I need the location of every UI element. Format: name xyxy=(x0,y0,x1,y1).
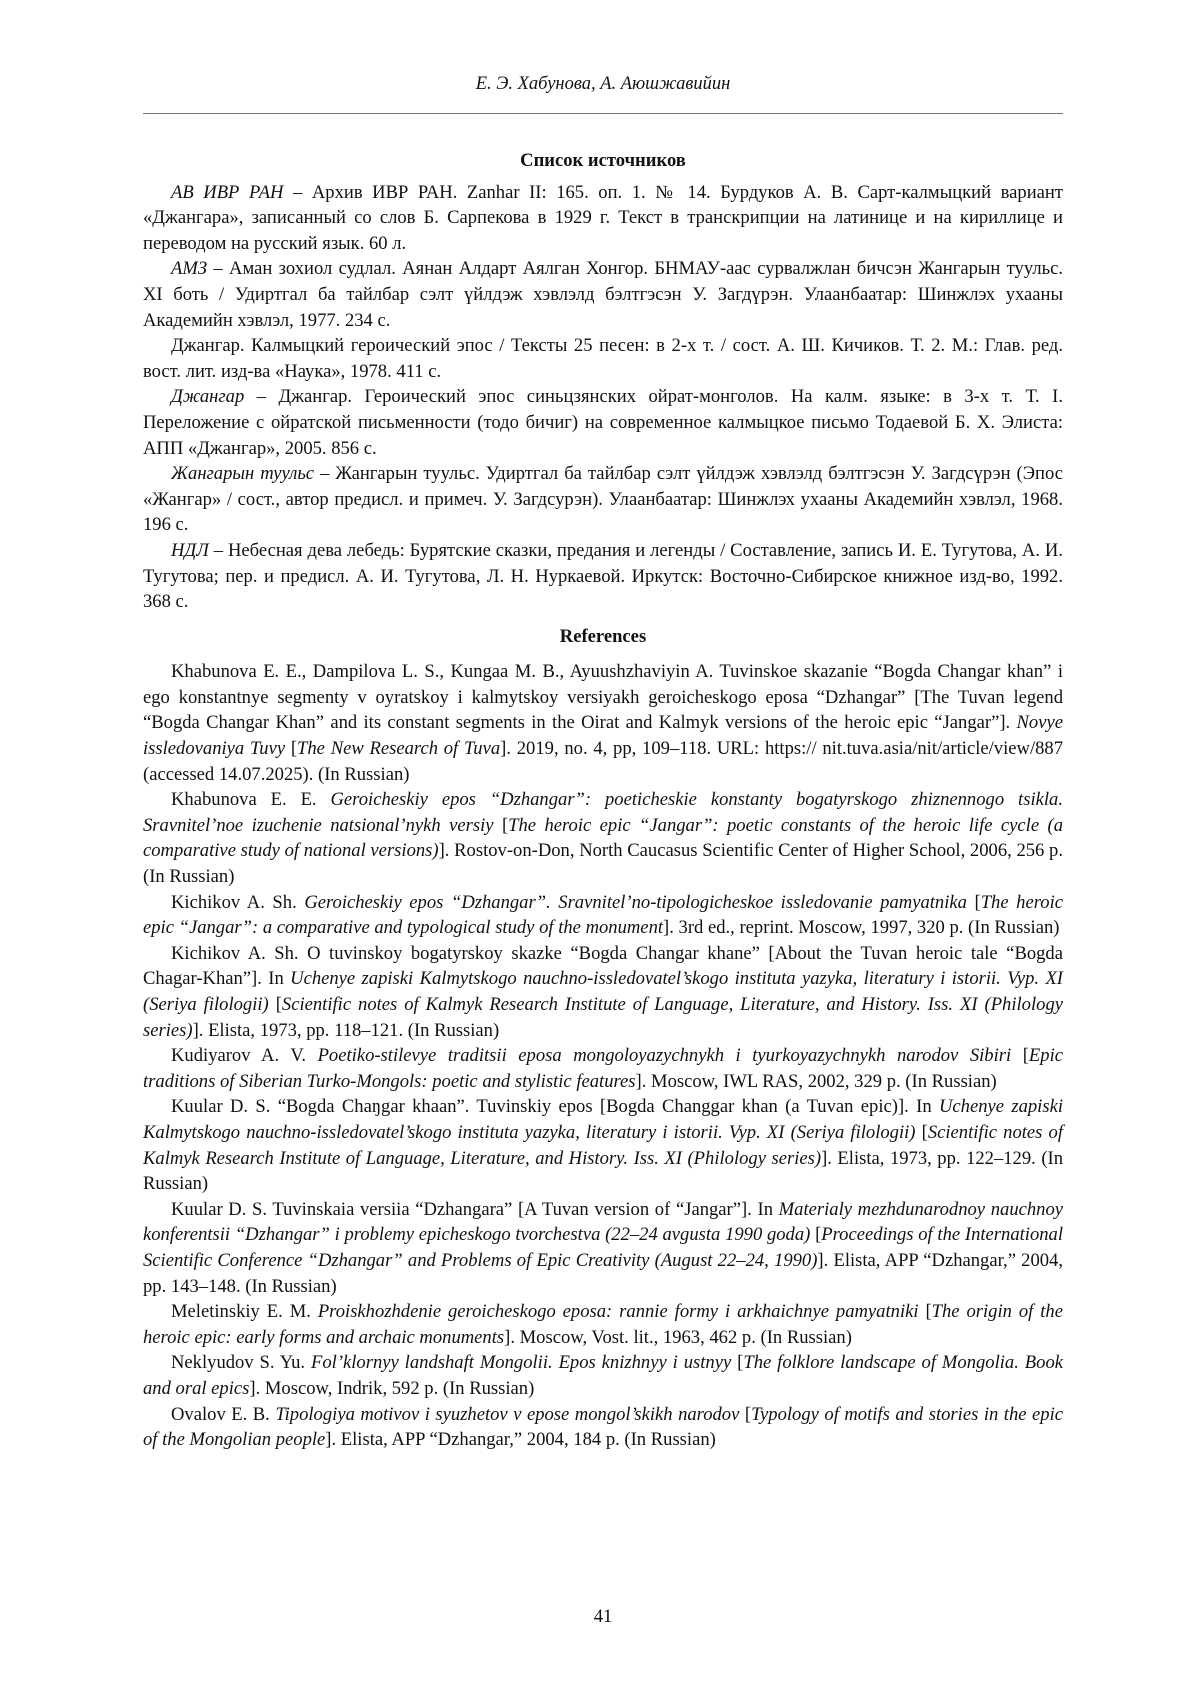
reference-text: Kuular D. S. “Bogda Chaŋgar khaan”. Tuvinskiy epos [Bogda Changgar khan (a Tuvan epic)]. In xyxy=(171,1096,939,1118)
reference-text: [ xyxy=(739,1403,752,1425)
reference-translated-title: Typology of motifs and stories in the epic of the Mongolian people xyxy=(143,1403,1063,1451)
source-entry xyxy=(143,384,1063,461)
reference-text: ]. Elista, 1973, pp. 118–121. (In Russian) xyxy=(192,1019,500,1041)
page-content xyxy=(143,148,1063,1453)
reference-text: ]. 3rd ed., reprint. Moscow, 1997, 320 p. (In Russian) xyxy=(663,917,1060,939)
source-text: – Архив ИВР РАН. Zanhar II: 165. оп. 1. № 14. Бурдуков А. В. Сарт-калмыцкий вариант «Джангара», записанный со слов Б. Сарпекова в 1929 г. Текст в транскрипции на латинице и на кириллице и переводом на русский язык. 60 л. xyxy=(143,181,1063,254)
reference-translated-title: The folklore landscape of Mongolia. Book and oral epics xyxy=(143,1352,1064,1399)
reference-text: Khabunova E. E. xyxy=(171,789,331,811)
source-text: – Аман зохиол судлал. Аянан Алдарт Аялган Хонгор. БНМАУ-аас сурвалжлан бичсэн Жангарын туульс. XI боть / Удиртгал ба тайлбар сэлт үйлдэж хэвлэлд бэлтгэсэн У. Загдүрэн. Улаанбаатар: Шинжлэх ухааны Академийн хэвлэл, 1977. 234 с. xyxy=(143,258,1063,331)
reference-text: Kuular D. S. Tuvinskaia versiia “Dzhangara” [A Tuvan version of “Jangar”]. In xyxy=(171,1198,779,1220)
source-entry xyxy=(143,333,1063,384)
reference-text: [ xyxy=(810,1224,822,1246)
source-abbreviation: АМЗ xyxy=(171,258,208,280)
reference-text: ]. 2019, no. 4, pp, 109–118. URL: https:// nit.tuva.asia/nit/article/view/887 (accessed 14.07.2025). (In Russian) xyxy=(143,738,1063,785)
source-entry xyxy=(143,538,1063,615)
reference-text: ]. Elista, 1973, pp. 122–129. (In Russian) xyxy=(143,1147,1063,1195)
reference-text: ]. Elista, APP “Dzhangar,” 2004, pp. 143–148. (In Russian) xyxy=(143,1249,1063,1297)
reference-entry xyxy=(143,1197,1063,1299)
reference-title: Poetiko-stilevye traditsii eposa mongoloyazychnykh i tyurkoyazychnykh narodov Sibiri xyxy=(317,1045,1012,1067)
reference-translated-title: The New Research of Tuva xyxy=(297,738,501,760)
source-entry xyxy=(143,256,1063,333)
header-rule xyxy=(143,113,1063,114)
references-section xyxy=(143,624,1063,1453)
reference-translated-title: The heroic epic “Jangar”: a comparative and typological study of the monument xyxy=(143,891,1063,939)
sources-section xyxy=(143,148,1063,615)
reference-text: ]. Rostov-on-Don, North Caucasus Scientific Center of Higher School, 2006, 256 p. (In Russian) xyxy=(143,840,1063,888)
reference-text: [ xyxy=(268,994,282,1015)
reference-text: [ xyxy=(966,891,981,913)
reference-title: Uchenye zapiski Kalmytskogo nauchno-issledovatel’skogo instituta yazyka, literatury i istorii. Vyp. XI (Seriya filologii) xyxy=(143,1096,1063,1143)
source-text: Джангар. Калмыцкий героический эпос / Тексты 25 песен: в 2-х т. / сост. А. Ш. Кичиков. Т. 2. М.: Глав. ред. вост. лит. изд-ва «Наука», 1978. 411 с. xyxy=(143,335,1063,382)
reference-entry xyxy=(143,1043,1063,1094)
source-abbreviation: АВ ИВР РАН xyxy=(171,181,284,203)
reference-title: Geroicheskiy epos “Dzhangar”. Sravnitel’no-tipologicheskoe issledovanie pamyatnika xyxy=(304,891,967,913)
reference-title: Uchenye zapiski Kalmytskogo nauchno-issledovatel’skogo instituta yazyka, literatury i istorii. Vyp. XI (Seriya filologii) xyxy=(143,968,1063,1015)
reference-entry xyxy=(143,1402,1063,1453)
reference-text: ]. Moscow, IWL RAS, 2002, 329 p. (In Russian) xyxy=(635,1070,997,1092)
reference-text: Ovalov E. B. xyxy=(171,1403,276,1425)
reference-entry xyxy=(143,1299,1063,1350)
reference-text: [ xyxy=(918,1301,932,1323)
reference-entry xyxy=(143,1094,1063,1196)
source-abbreviation: НДЛ xyxy=(171,539,209,561)
source-text: – Жангарын туульс. Удиртгал ба тайлбар сэлт үйлдэж хэвлэлд бэлтгэсэн У. Загдсүрэн (Эпос «Жангар» / сост., автор предисл. и примеч. У. Загдсурэн). Улаанбаатар: Шинжлэх ухааны Академийн хэвлэл, 1968. 196 с. xyxy=(143,463,1063,536)
reference-text: ]. Moscow, Vost. lit., 1963, 462 p. (In Russian) xyxy=(504,1326,852,1348)
reference-text: [ xyxy=(285,738,298,760)
reference-translated-title: Proceedings of the International Scientific Conference “Dzhangar” and Problems of Epic Creativity (August 22–24, 1990) xyxy=(143,1224,1063,1271)
reference-title: Proiskhozhdenie geroicheskogo eposa: rannie formy i arkhaichnye pamyatniki xyxy=(317,1301,919,1323)
reference-entry xyxy=(143,659,1063,787)
reference-title: Geroicheskiy epos “Dzhangar”: poeticheskie konstanty bogatyrskogo zhiznennogo tsikla. Sravnitel’noe izuchenie natsional’nykh versiy xyxy=(143,789,1063,836)
reference-text: [ xyxy=(731,1352,744,1374)
reference-text: Kudiyarov A. V. xyxy=(171,1045,318,1067)
source-text: – Джангар. Героический эпос синьцзянских ойрат-монголов. На калм. языке: в 3-х т. Т. I. Переложение с ойратской письменности (тодо бичиг) на современное калмыцкое письмо Тодаевой Б. Х. Элиста: АПП «Джангар», 2005. 856 с. xyxy=(143,386,1063,459)
reference-translated-title: Scientific notes of Kalmyk Research Institute of Language, Literature, and History. Iss. XI (Philology series) xyxy=(143,1121,1063,1169)
reference-title: Tipologiya motivov i syuzhetov v epose mongol’skikh narodov xyxy=(275,1403,740,1425)
reference-translated-title: Scientific notes of Kalmyk Research Institute of Language, Literature, and History. Iss. XI (Philology series) xyxy=(143,994,1063,1041)
reference-entry xyxy=(143,941,1063,1043)
reference-text: [ xyxy=(493,814,509,836)
reference-text: ]. Elista, APP “Dzhangar,” 2004, 184 p. (In Russian) xyxy=(325,1429,716,1451)
sources-heading: Список источников xyxy=(520,150,686,171)
reference-text: Kichikov A. Sh. O tuvinskoy bogatyrskoy skazke “Bogda Changar khane” [About the Tuvan heroic tale “Bogda Chagar-Khan”]. In xyxy=(143,942,1063,990)
reference-text: ]. Moscow, Indrik, 592 p. (In Russian) xyxy=(249,1377,535,1399)
reference-title: Materialy mezhdunarodnoy nauchnoy konferentsii “Dzhangar” i problemy epicheskogo tvorchestva (22–24 avgusta 1990 goda) xyxy=(143,1198,1064,1246)
reference-text: Kichikov A. Sh. xyxy=(171,891,305,913)
source-abbreviation: Жангарын туульс xyxy=(171,463,315,485)
source-entry xyxy=(143,461,1063,538)
reference-text: [ xyxy=(1011,1045,1029,1067)
reference-entry xyxy=(143,787,1063,889)
reference-text: Meletinskiy E. M. xyxy=(171,1301,318,1323)
reference-translated-title: The heroic epic “Jangar”: poetic constants of the heroic life cycle (a comparative study of national versions) xyxy=(143,814,1063,862)
reference-translated-title: The origin of the heroic epic: early forms and archaic monuments xyxy=(143,1301,1063,1348)
source-abbreviation: Джангар xyxy=(171,386,245,408)
reference-text: [ xyxy=(915,1121,928,1143)
reference-entry xyxy=(143,890,1063,941)
running-header: Е. Э. Хабунова, А. Аюшжавийин xyxy=(475,74,731,94)
reference-text: Neklyudov S. Yu. xyxy=(171,1352,311,1374)
page-number: 41 xyxy=(593,1606,613,1627)
reference-translated-title: Epic traditions of Siberian Turko-Mongols: poetic and stylistic features xyxy=(143,1045,1063,1092)
reference-text: Khabunova E. E., Dampilova L. S., Kungaa M. B., Ayuushzhaviyin A. Tuvinskoe skazanie “Bogda Changar khan” i ego konstantnye segmenty v oyratskoy i kalmytskoy versiyakh geroicheskogo eposa “Dzhangar” [The Tuvan legend “Bogda Changar Khan” and its constant segments in the Oirat and Kalmyk versions of the heroic epic “Jangar”]. xyxy=(143,661,1063,734)
references-heading: References xyxy=(559,625,647,647)
source-text: – Небесная дева лебедь: Бурятские сказки, предания и легенды / Составление, запись И. Е. Тугутова, А. И. Тугутова; пер. и предисл. А. И. Тугутова, Л. Н. Нуркаевой. Иркутск: Восточно-Сибирское книжное изд-во, 1992. 368 с. xyxy=(143,539,1063,613)
reference-title: Novye issledovaniya Tuvy xyxy=(143,712,1063,760)
source-entry xyxy=(143,180,1063,257)
reference-title: Fol’klornyy landshaft Mongolii. Epos knizhnyy i ustnyy xyxy=(311,1352,732,1374)
reference-entry xyxy=(143,1350,1063,1401)
